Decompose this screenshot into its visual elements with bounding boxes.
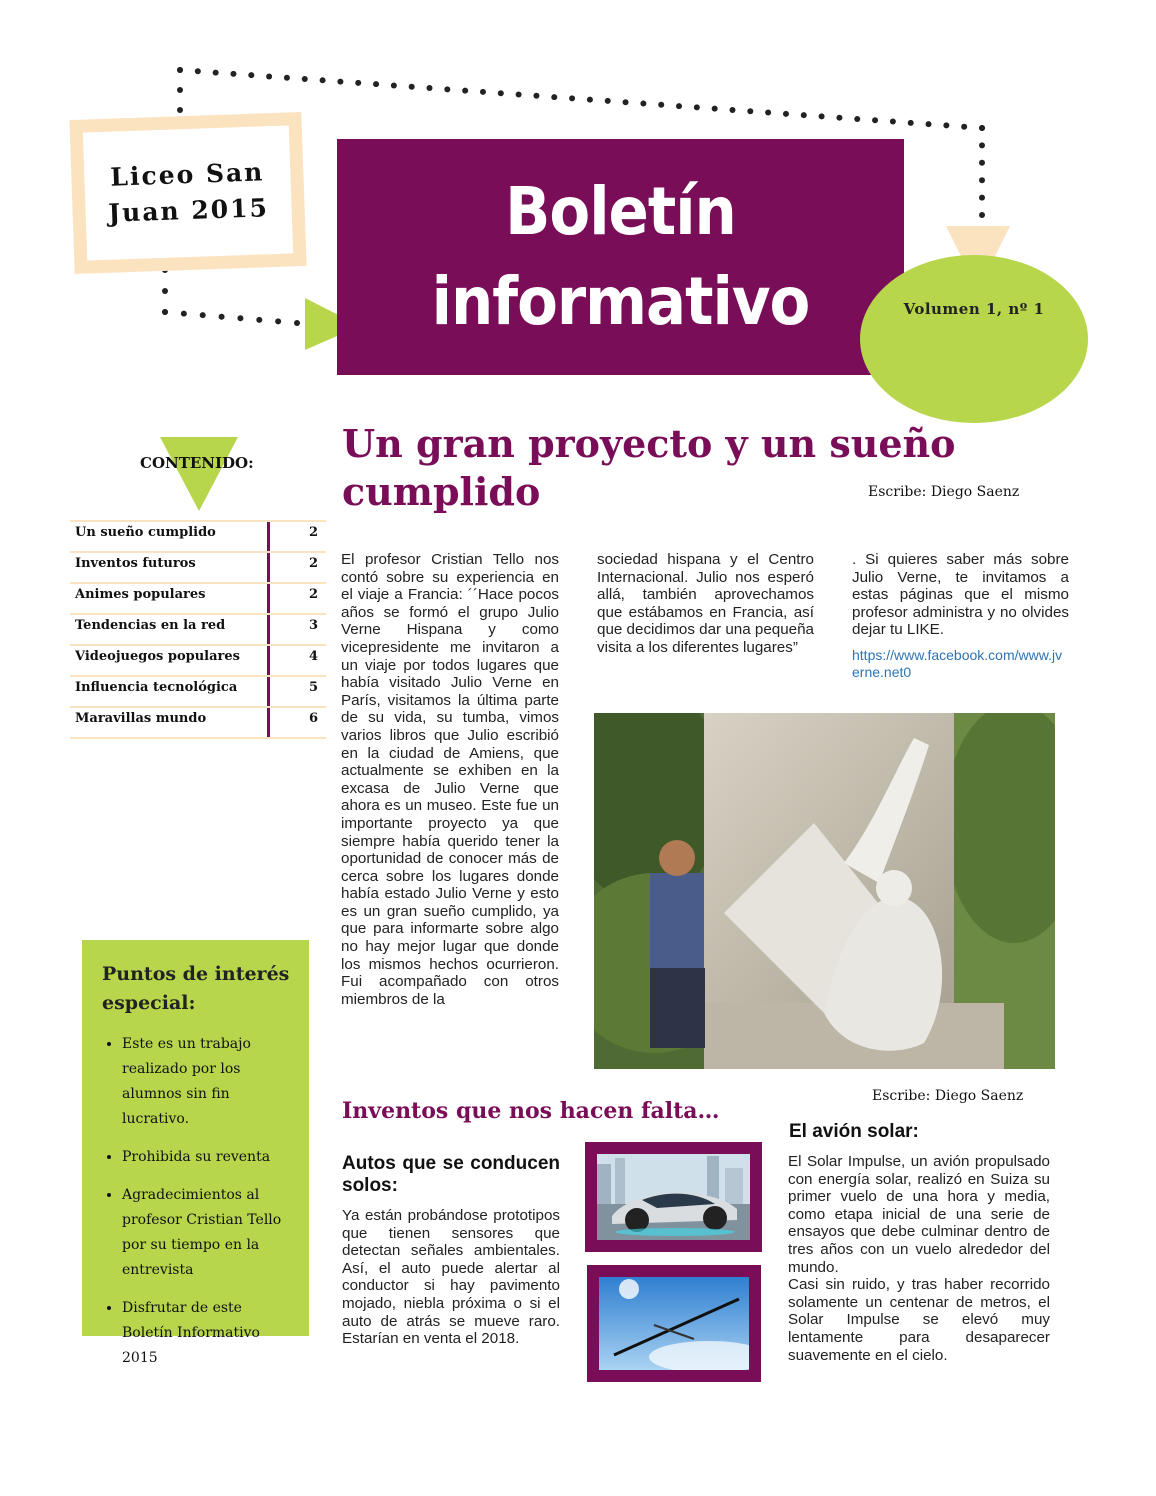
contents-title: CONTENIDO: xyxy=(140,454,254,472)
decoration-dot xyxy=(979,160,985,166)
decoration-dot xyxy=(237,315,243,321)
interest-title: Puntos de interés especial: xyxy=(102,963,290,1014)
toc-row xyxy=(70,615,326,646)
article-column-3 xyxy=(852,551,1069,681)
decoration-dot xyxy=(836,115,842,121)
toc-label: Influencia tecnológica xyxy=(75,680,238,695)
toc-page-number: 6 xyxy=(308,711,318,726)
decoration-dot xyxy=(801,112,807,118)
interest-item: • Este es un trabajo realizado por los alumnos sin fin lucrativo. xyxy=(122,1032,291,1132)
decoration-dot xyxy=(569,95,575,101)
decoration-dot xyxy=(658,102,664,108)
decoration-dot xyxy=(854,116,860,122)
decoration-dot xyxy=(587,97,593,103)
toc-row xyxy=(70,522,326,553)
volume-label: Volumen 1, nº 1 xyxy=(903,300,1045,318)
toc-separator xyxy=(267,708,270,737)
decoration-dot xyxy=(444,86,450,92)
decoration-dot xyxy=(177,87,183,93)
decoration-dot xyxy=(979,142,985,148)
interest-box xyxy=(82,940,309,1366)
toc-label: Animes populares xyxy=(75,587,206,602)
decoration-dot xyxy=(498,90,504,96)
decoration-dot xyxy=(230,71,236,77)
decoration-dot xyxy=(979,212,985,218)
decoration-dot xyxy=(195,68,201,74)
decoration-dot xyxy=(373,81,379,87)
toc-page-number: 2 xyxy=(308,525,318,540)
school-label-box xyxy=(69,112,306,274)
decoration-dot xyxy=(979,177,985,183)
decoration-dot xyxy=(219,314,225,320)
decoration-dot xyxy=(266,73,272,79)
toc-label: Inventos futuros xyxy=(75,556,196,571)
decoration-dot xyxy=(480,89,486,95)
decoration-dot xyxy=(676,103,682,109)
decoration-dot xyxy=(961,124,967,130)
article-byline: Escribe: Diego Saenz xyxy=(868,484,1020,500)
toc-separator xyxy=(267,615,270,644)
decoration-dot xyxy=(694,104,700,110)
decoration-dot xyxy=(765,110,771,116)
facebook-link[interactable]: https://www.facebook.com/www.jverne.net0 xyxy=(852,646,1063,680)
title-banner xyxy=(337,139,904,375)
decoration-dot xyxy=(162,309,168,315)
toc-page-number: 2 xyxy=(308,556,318,571)
toc-page-number: 4 xyxy=(308,649,318,664)
solar-plane-text-paragraph-2: Casi sin ruido, y tras haber recorrido solamente un centenar de metros, el Solar Impulse se elevó muy lentamente para desaparecer suavemente en el cielo. xyxy=(788,1276,1050,1364)
article-column-1: El profesor Cristian Tello nos contó sobre su experiencia en el viaje a Francia: ´´Hace pocos años se formó el grupo Julio Verne Hispana y como vicepresidente me invitaron a un viaje por todos lugares que había visitado Julio Verne en París, visitamos la última parte de su vida, su tumba, vimos varios libros que Julio escribió en la ciudad de Amiens, que actualmente se exhiben en la excasa de Julio Verne que ahora es un museo. Este fue un importante proyecto ya que siempre había querido tener la oportunidad de conocer más de cerca sobre los lugares donde había estado Julio Verne y esto es un gran sueño cumplido, ya que para informarte sobre algo no hay mejor lugar que donde los mismos hechos ocurrieron. Fui acompañado con otros miembros de la xyxy=(341,551,559,1008)
decoration-dot xyxy=(355,80,361,86)
decoration-dot xyxy=(872,117,878,123)
solar-plane-image xyxy=(599,1277,749,1370)
decoration-dot xyxy=(462,88,468,94)
article-column-2: sociedad hispana y el Centro Internacional. Julio nos esperó allá, también aprovechamos que estábamos en Francia, así que decidimos dar una pequeña visita a los diferentes lugares” xyxy=(597,551,815,656)
decoration-dot xyxy=(623,99,629,105)
toc-page-number: 2 xyxy=(308,587,318,602)
decoration-dot xyxy=(213,70,219,76)
interest-item: • Agradecimientos al profesor Cristian Tello por su tiempo en la entrevista xyxy=(122,1183,291,1283)
decoration-dot xyxy=(248,72,254,78)
decoration-dot xyxy=(640,101,646,107)
newsletter-title: Boletín informativo xyxy=(431,173,810,340)
decoration-dot xyxy=(302,76,308,82)
toc-label: Un sueño cumplido xyxy=(75,525,216,540)
school-label: Liceo San Juan 2015 xyxy=(107,157,270,228)
decoration-dot xyxy=(177,107,183,113)
toc-row xyxy=(70,584,326,615)
toc-page-number: 5 xyxy=(308,680,318,695)
decoration-dot xyxy=(979,195,985,201)
decoration-dot xyxy=(409,84,415,90)
solar-plane-text xyxy=(788,1153,1050,1364)
decoration-dot xyxy=(320,77,326,83)
toc-separator xyxy=(267,553,270,582)
decoration-dot xyxy=(337,79,343,85)
toc-row xyxy=(70,553,326,584)
toc-separator xyxy=(267,584,270,613)
decoration-dot xyxy=(712,106,718,112)
article-column-3-text: . Si quieres saber más sobre Julio Verne, te invitamos a estas páginas que el mismo profesor administra y no olvides dejar tu LIKE. xyxy=(852,551,1069,639)
decoration-dot xyxy=(516,91,522,97)
solar-plane-image-frame xyxy=(587,1265,761,1382)
decoration-dot xyxy=(747,108,753,114)
decoration-dot xyxy=(729,107,735,113)
decoration-dot xyxy=(177,67,183,73)
decoration-dot xyxy=(294,320,300,326)
table-of-contents xyxy=(70,520,326,739)
interest-item: • Prohibida su reventa xyxy=(122,1145,291,1170)
article-heading: Un gran proyecto y un sueño cumplido xyxy=(342,421,956,514)
decoration-dot xyxy=(890,119,896,125)
decoration-dot xyxy=(783,111,789,117)
toc-row xyxy=(70,646,326,677)
solar-plane-title: El avión solar: xyxy=(789,1121,919,1142)
toc-separator xyxy=(267,522,270,551)
decoration-dot xyxy=(275,318,281,324)
toc-label: Maravillas mundo xyxy=(75,711,207,726)
toc-label: Videojuegos populares xyxy=(75,649,240,664)
decoration-dot xyxy=(256,317,262,323)
decoration-dot xyxy=(427,85,433,91)
decoration-dot xyxy=(551,94,557,100)
decoration-dot xyxy=(162,288,168,294)
decoration-dot xyxy=(200,312,206,318)
decoration-dot xyxy=(819,113,825,119)
toc-label: Tendencias en la red xyxy=(75,618,226,633)
decoration-dot xyxy=(943,122,949,128)
decoration-dot xyxy=(908,120,914,126)
toc-row xyxy=(70,677,326,708)
decoration-dot xyxy=(979,125,985,131)
decoration-dot xyxy=(391,82,397,88)
volume-badge xyxy=(860,255,1088,423)
decoration-dot xyxy=(181,311,187,317)
decoration-dot xyxy=(926,121,932,127)
futuristic-car-image xyxy=(597,1154,750,1240)
solar-plane-text-paragraph-1: El Solar Impulse, un avión propulsado con energía solar, realizó en Suiza su primer vuelo de una hora y media, como etapa inicial de una serie de ensayos que debe culminar dentro de tres años con un vuelo alrededor del mundo. xyxy=(788,1153,1050,1276)
decoration-dot xyxy=(533,93,539,99)
photo-byline: Escribe: Diego Saenz xyxy=(872,1088,1024,1104)
green-triangle-down-icon xyxy=(160,437,238,511)
decoration-dot xyxy=(605,98,611,104)
toc-separator xyxy=(267,677,270,706)
toc-separator xyxy=(267,646,270,675)
decoration-dot xyxy=(284,75,290,81)
interest-list xyxy=(102,1032,291,1371)
toc-row xyxy=(70,708,326,739)
julio-verne-monument-photo xyxy=(594,713,1055,1069)
inventions-heading: Inventos que nos hacen falta… xyxy=(342,1098,720,1124)
self-driving-text: Ya están probándose prototipos que tienen sensores que detectan señales ambientales. Así, el auto puede alertar al conductor si hay pavimento mojado, niebla próxima o si el auto de atrás se mueve raro. Estarían en venta el 2018. xyxy=(342,1207,560,1348)
car-image-frame xyxy=(585,1142,762,1252)
self-driving-title: Autos que se conducen solos: xyxy=(342,1153,560,1196)
interest-item: • Disfrutar de este Boletín Informativo 2015 xyxy=(122,1296,291,1371)
toc-page-number: 3 xyxy=(308,618,318,633)
